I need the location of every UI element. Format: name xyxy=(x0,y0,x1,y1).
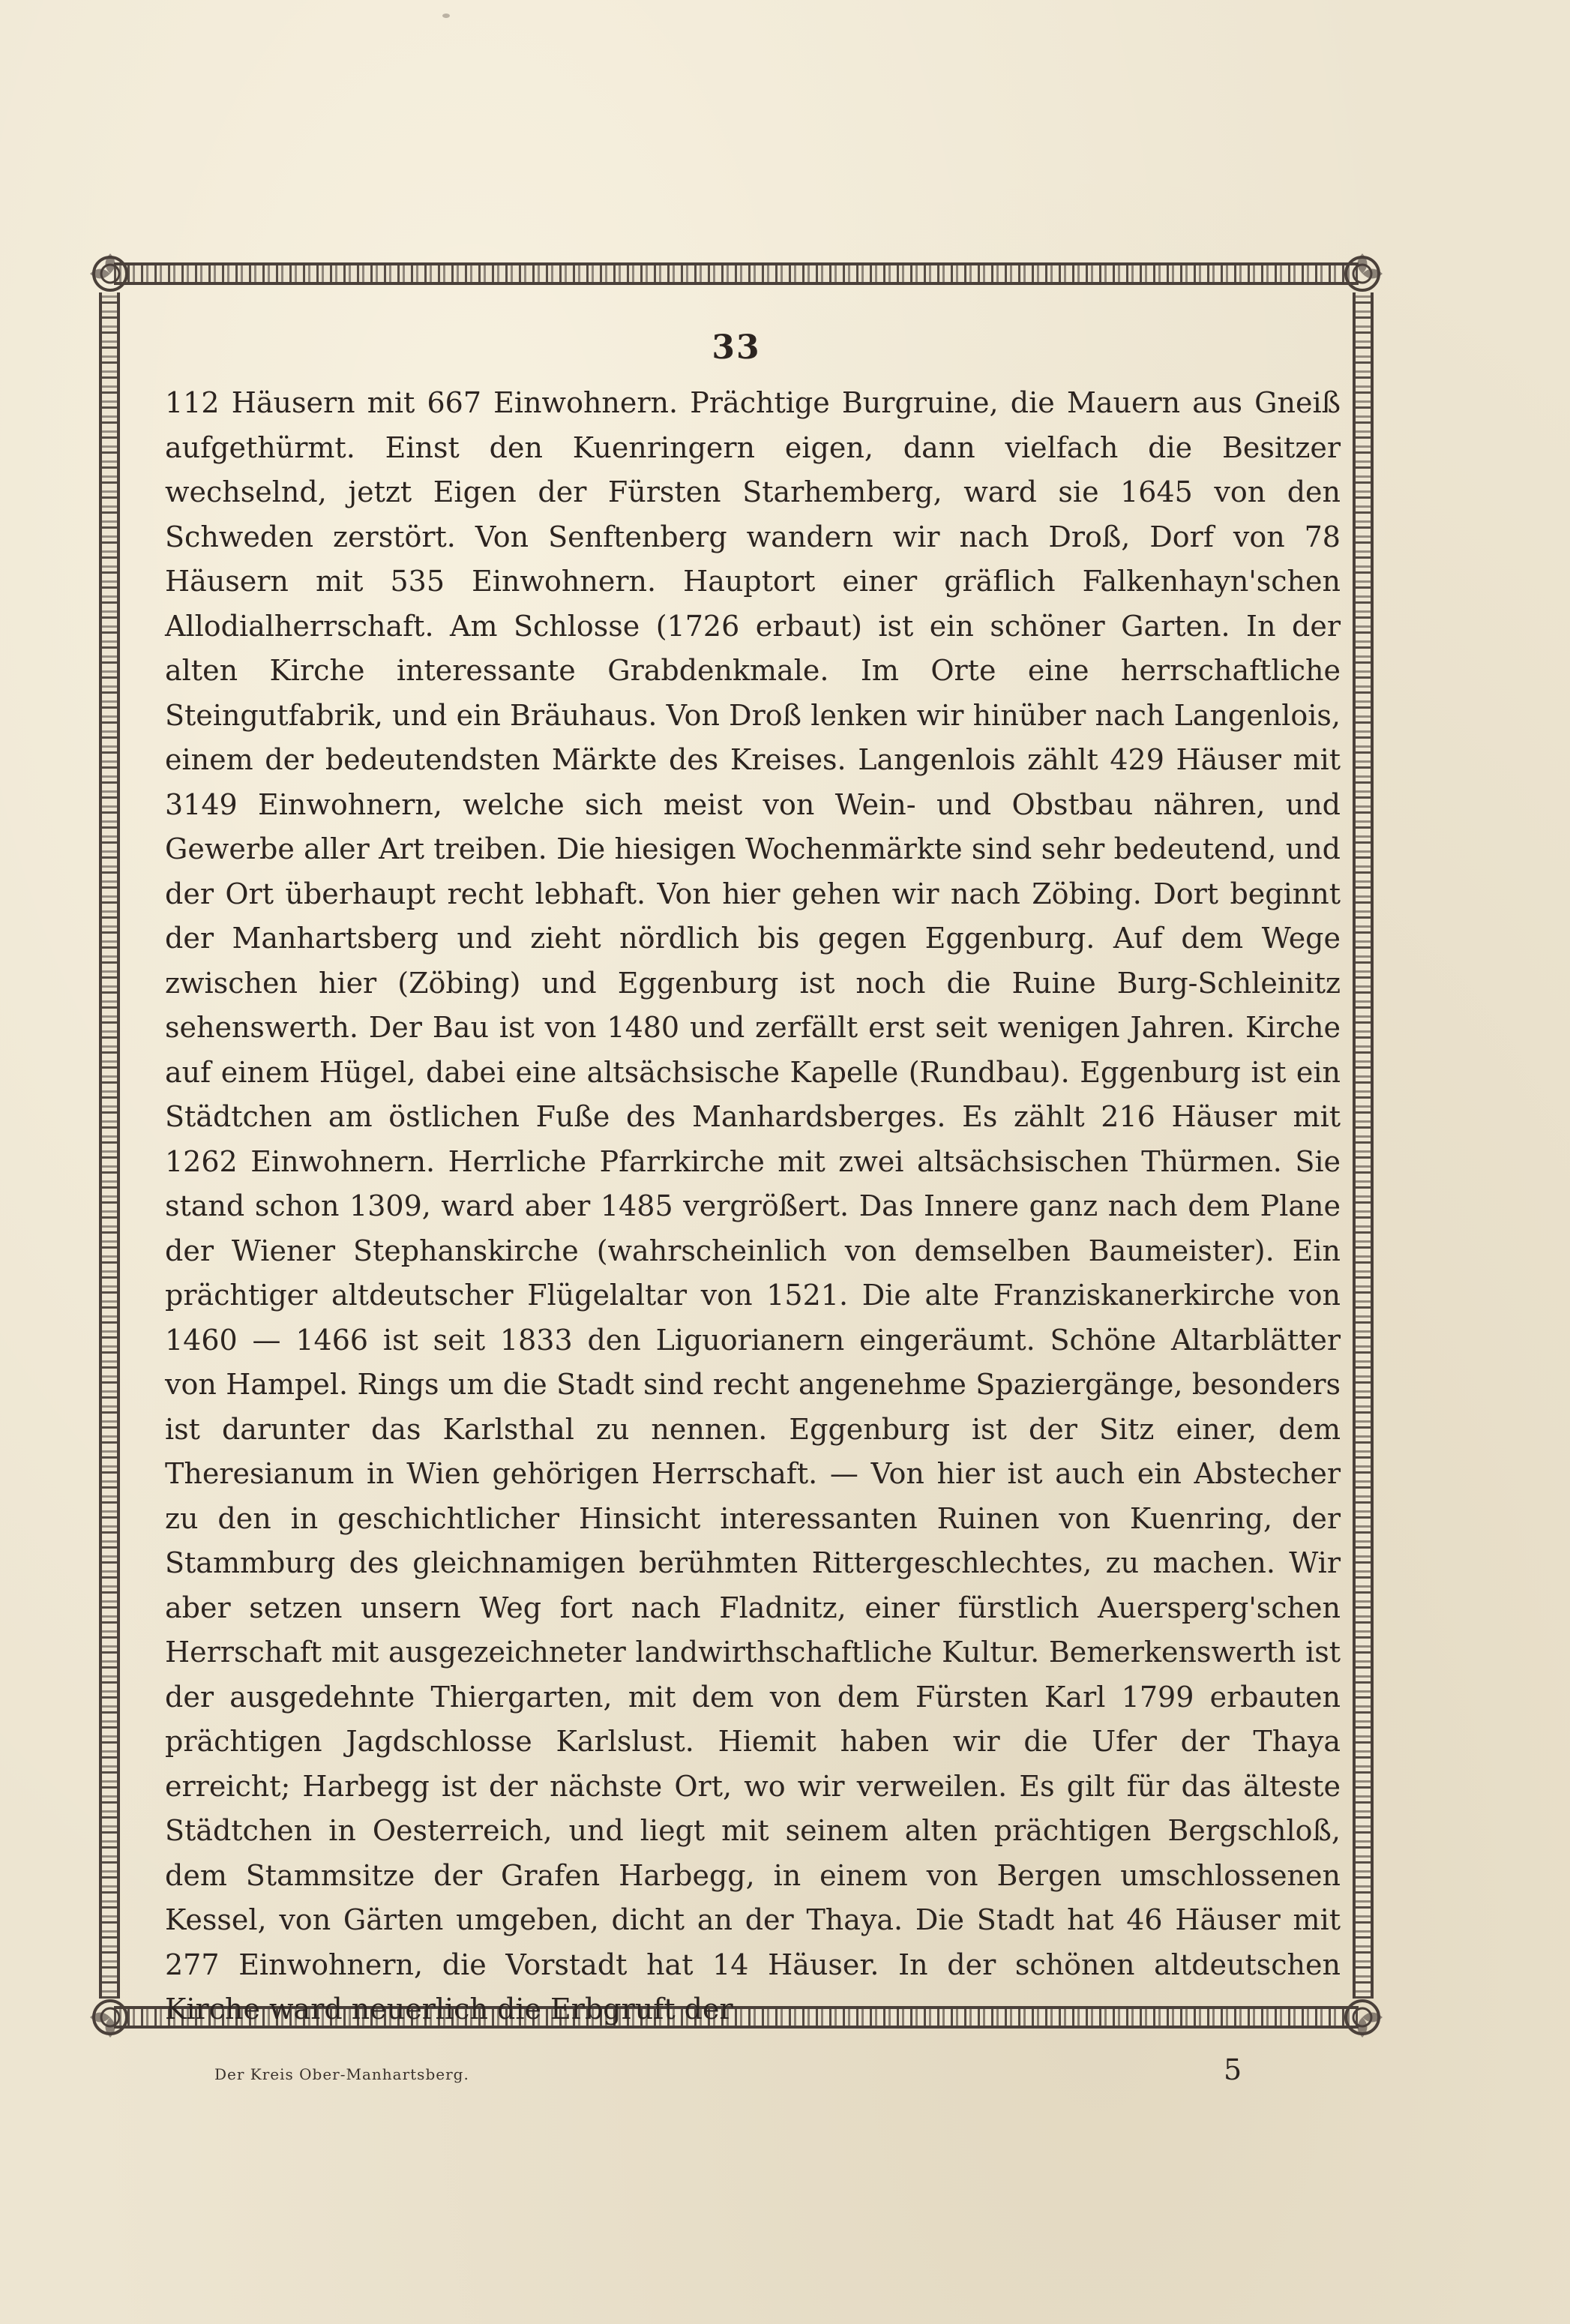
footer-running-title: Der Kreis Ober-Manhartsberg. xyxy=(214,2065,469,2083)
ornament-rail-left xyxy=(99,292,120,1999)
corner-ornament-icon xyxy=(1336,1991,1389,2044)
ornamental-page-frame xyxy=(84,247,1389,2044)
corner-ornament-icon xyxy=(84,247,136,300)
body-text: 112 Häusern mit 667 Einwohnern. Prächtige Burgruine, die Mauern aus Gneiß aufgethürmt. Einst den Kuenringern eigen, dann vielfach die Besitzer wechselnd, jetzt Eigen der Fürsten Starhemberg, ward sie 1645 von den Schweden zerstört. Von Senftenberg wandern wir nach Droß, Dorf von 78 Häusern mit 535 Einwohnern. Hauptort einer gräflich Falkenhayn'schen Allodialherrschaft. Am Schlosse (1726 erbaut) ist ein schöner Garten. In der alten Kirche interessante Grabdenkmale. Im Orte eine herrschaftliche Steingutfabrik, und ein Bräuhaus. Von Droß lenken wir hinüber nach Langenlois, einem der bedeutendsten Märkte des Kreises. Langenlois zählt 429 Häuser mit 3149 Einwohnern, welche sich meist von Wein- und Obstbau nähren, und Gewerbe aller Art treiben. Die hiesigen Wochenmärkte sind sehr bedeutend, und der Ort überhaupt recht lebhaft. Von hier gehen wir nach Zöbing. Dort beginnt der Manhartsberg und zieht nördlich bis gegen Eggenburg. Auf dem Wege zwischen hier (Zöbing) und Eggenburg ist noch die Ruine Burg-Schleinitz sehenswerth. Der Bau ist von 1480 und zerfällt erst seit wenigen Jahren. Kirche auf einem Hügel, dabei eine altsächsische Kapelle (Rundbau). Eggenburg ist ein Städtchen am östlichen Fuße des Manhardsberges. Es zählt 216 Häuser mit 1262 Einwohnern. Herrliche Pfarrkirche mit zwei altsächsischen Thürmen. Sie stand schon 1309, ward aber 1485 vergrößert. Das Innere ganz nach dem Plane der Wiener Stephanskirche (wahrscheinlich von demselben Baumeister). Ein prächtiger altdeutscher Flügelaltar von 1521. Die alte Franziskanerkirche von 1460 — 1466 ist seit 1833 den Liguorianern eingeräumt. Schöne Altarblätter von Hampel. Rings um die Stadt sind recht angenehme Spaziergänge, besonders ist darunter das Karlsthal zu nennen. Eggenburg ist der Sitz einer, dem Theresianum in Wien gehörigen Herrschaft. — Von hier ist auch ein Abstecher zu den in geschichtlicher Hinsicht interessanten Ruinen von Kuenring, der Stammburg des gleichnamigen berühmten Rittergeschlechtes, zu machen. Wir aber setzen unsern Weg fort nach Fladnitz, einer fürstlich Auersperg'schen Herrschaft mit ausgezeichneter landwirthschaftliche Kultur. Bemerkenswerth ist der ausgedehnte Thiergarten, mit dem von dem Fürsten Karl 1799 erbauten prächtigen Jagdschlosse Karlslust. Hiemit haben wir die Ufer der Thaya erreicht; Harbegg ist der nächste Ort, wo wir verweilen. Es gilt für das älteste Städtchen in Oesterreich, und liegt mit seinem alten prächtigen Bergschloß, dem Stammsitze der Grafen Harbegg, in einem von Bergen umschlossenen Kessel, von Gärten umgeben, dicht an der Thaya. Die Stadt hat 46 Häuser mit 277 Einwohnern, die Vorstadt hat 14 Häuser. In der schönen altdeutschen Kirche ward neuerlich die Erbgruft der xyxy=(165,386,1341,2026)
page-number: 33 xyxy=(712,328,761,367)
ornament-rail-right xyxy=(1353,292,1374,1999)
ornament-band-top xyxy=(114,262,1359,285)
ink-smudge xyxy=(442,13,450,18)
corner-ornament-icon xyxy=(84,1991,136,2044)
corner-ornament-icon xyxy=(1336,247,1389,300)
sheet-signature-number: 5 xyxy=(1224,2053,1242,2086)
